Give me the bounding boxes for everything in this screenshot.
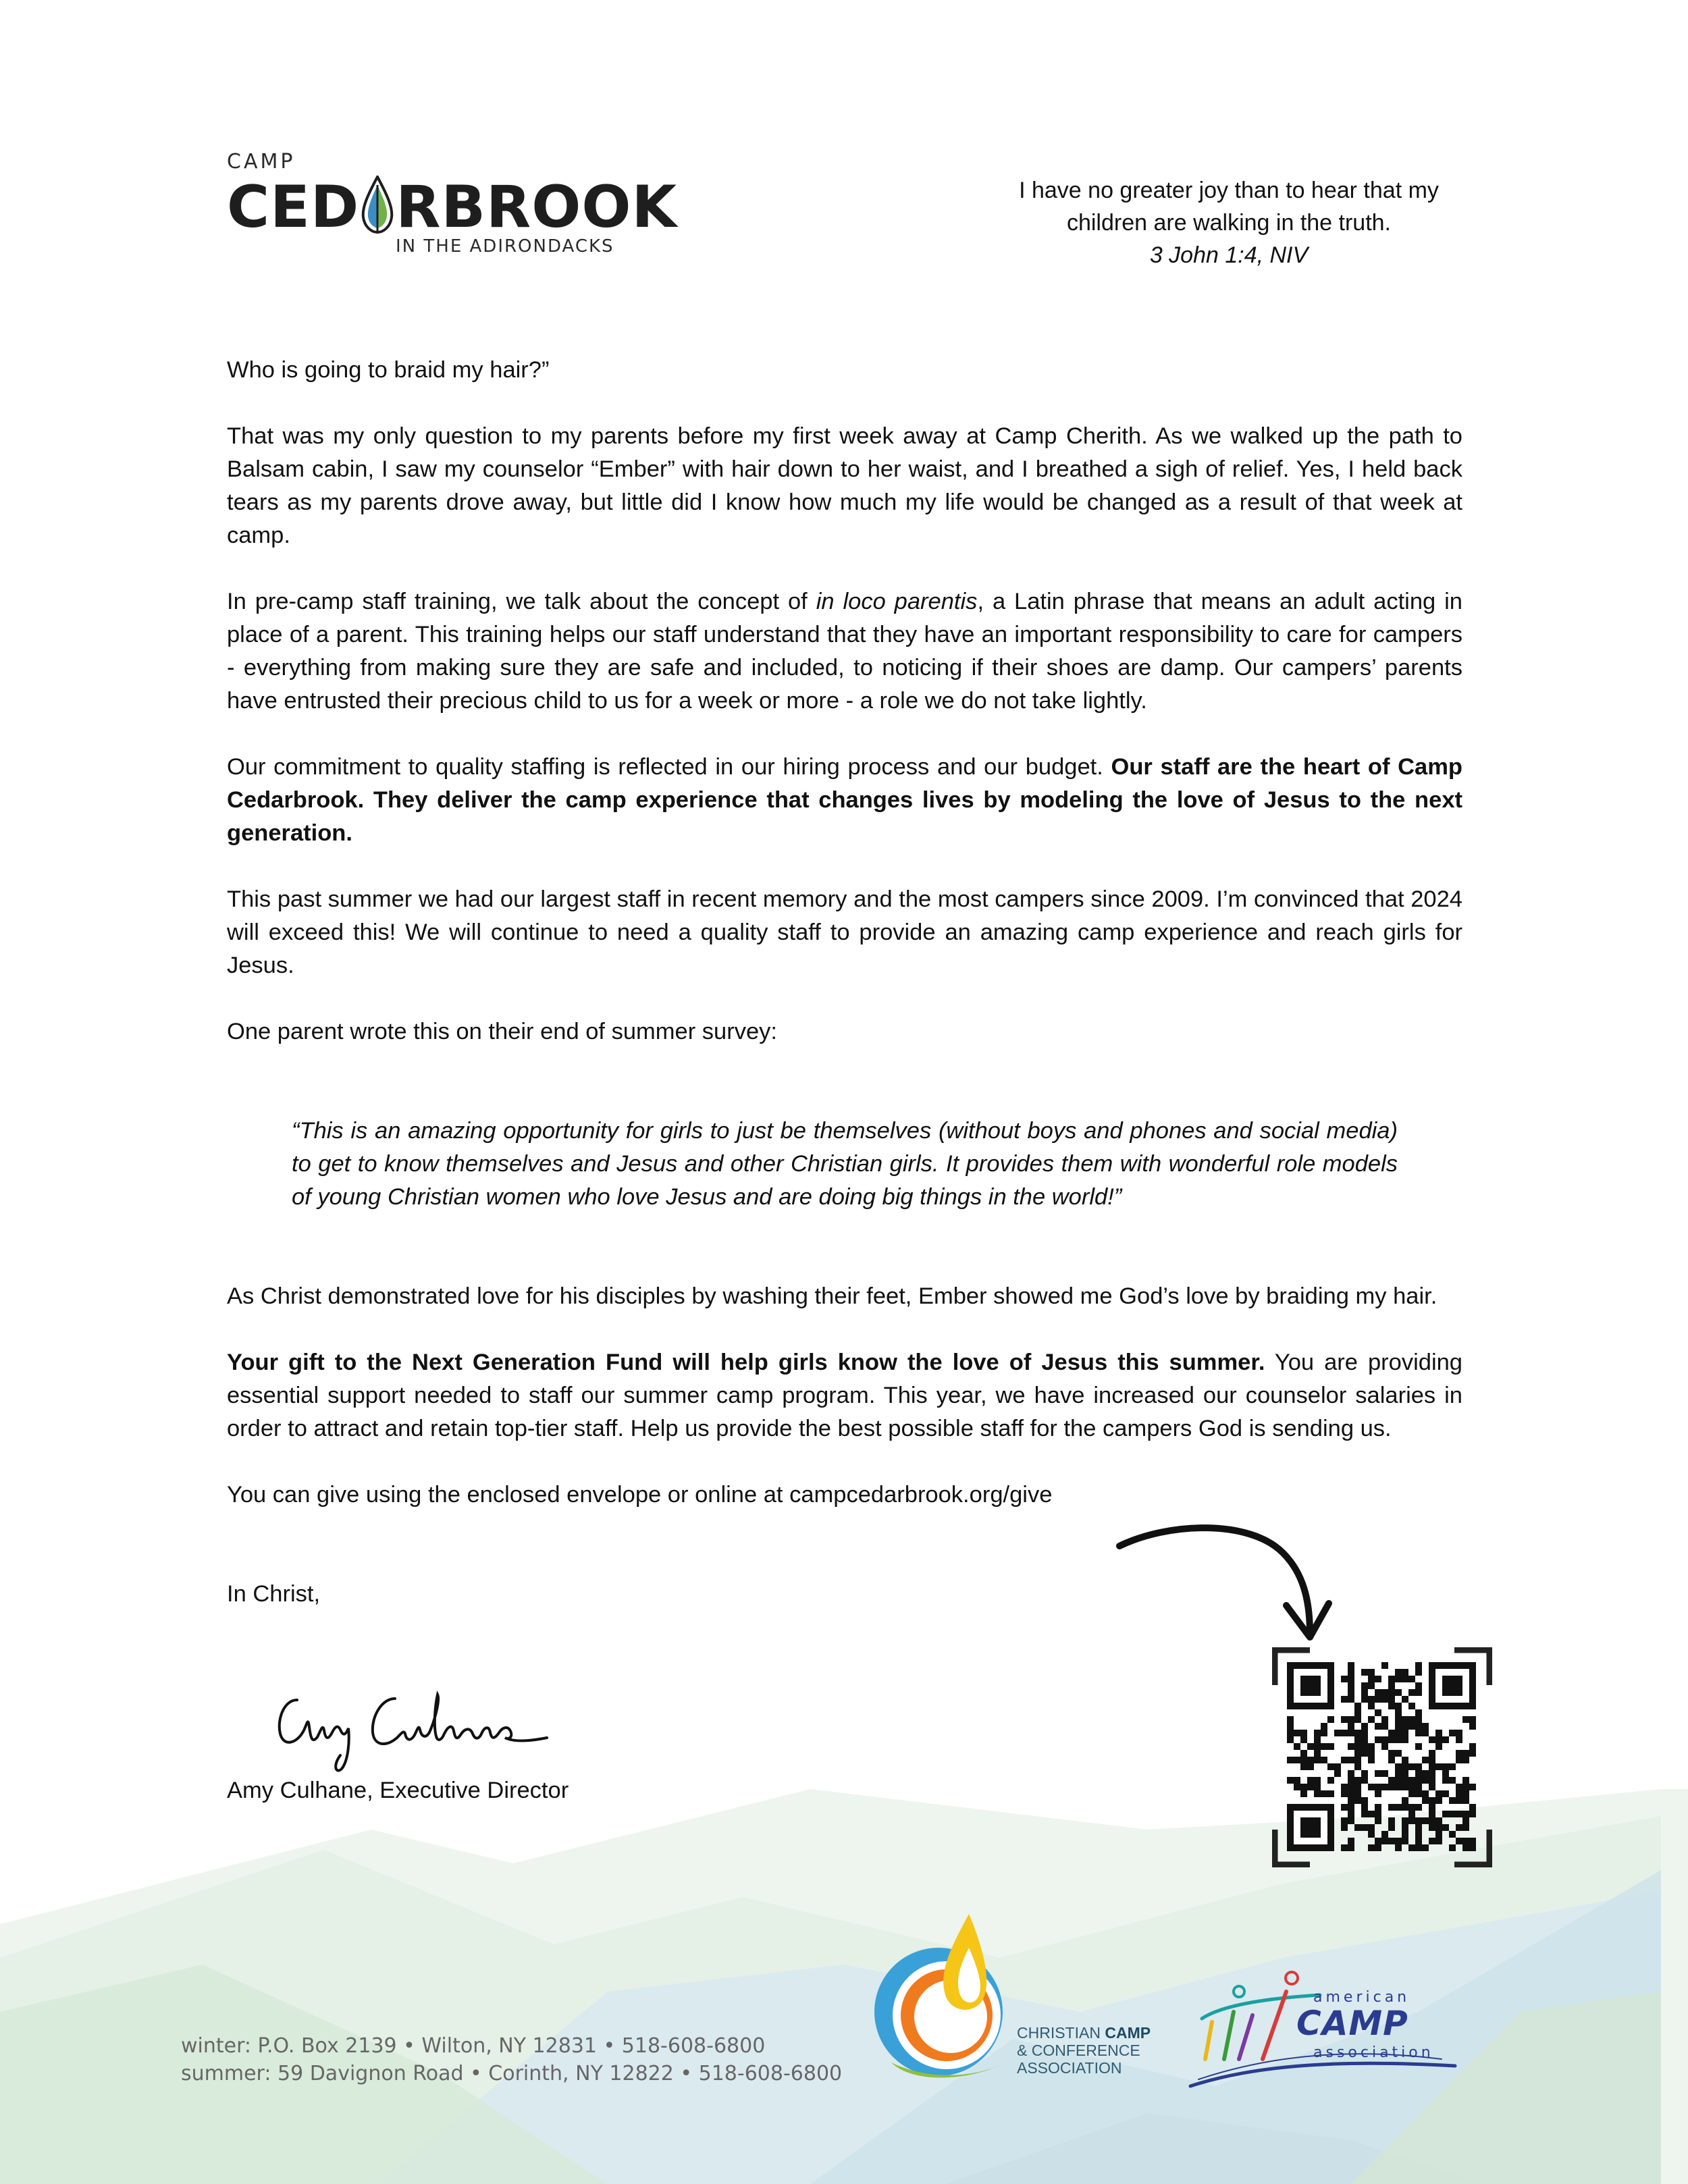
logo-camp-label: CAMP	[227, 150, 296, 174]
scripture-verse	[959, 174, 1499, 271]
paragraph-washing-feet: As Christ demonstrated love for his disciples by washing their feet, Ember showed me God’s love by braiding my hair.	[227, 1283, 1438, 1309]
verse-reference: 3 John 1:4, NIV	[1149, 242, 1309, 268]
paragraph-loco-parentis	[227, 585, 1462, 718]
text-run: CAMP	[1105, 2024, 1151, 2042]
latin-phrase: in loco parentis	[816, 589, 978, 614]
text-run: In pre-camp staff training, we talk about the concept of	[227, 589, 816, 614]
text-run: , a Latin phrase that means an adult acting in place of a parent. This training helps our staff understand that they have an important responsibility to care for campers - everything from making sure they are safe and included, to noticing if their shoes are damp. Our campers’ parents have entrusted their precious child to us for a week or more - a role we do not take lightly.	[227, 589, 1462, 714]
arrow-icon	[1114, 1519, 1337, 1647]
text-run: CHRISTIAN	[1017, 2024, 1105, 2042]
paragraph-opening-question: Who is going to braid my hair?”	[227, 357, 550, 383]
ccca-wordmark	[1017, 2024, 1151, 2077]
signer-name-title: Amy Culhane, Executive Director	[227, 1778, 569, 1803]
aca-american-label: american	[1313, 1989, 1410, 2006]
ccca-line-3: ASSOCIATION	[1017, 2059, 1122, 2077]
closing-salutation: In Christ,	[227, 1581, 321, 1607]
logo-subtitle: IN THE ADIRONDACKS	[396, 236, 614, 257]
leaf-icon	[361, 176, 394, 234]
winter-address: winter: P.O. Box 2139 • Wilton, NY 12831 • 518-608-6800	[181, 2034, 766, 2058]
text-run: Our commitment to quality staffing is reflected in our hiring process and our budget.	[227, 754, 1111, 780]
camp-cedarbrook-logo	[227, 150, 678, 257]
logo-name-part2: RBROOK	[396, 174, 678, 241]
paragraph-gift-appeal	[227, 1346, 1462, 1445]
summer-address: summer: 59 Davignon Road • Corinth, NY 12822 • 518-608-6800	[181, 2062, 843, 2085]
footer-address	[181, 2032, 842, 2087]
aca-association-label: association	[1313, 2044, 1434, 2061]
handwritten-signature	[270, 1680, 560, 1774]
ccca-line-1	[1017, 2024, 1151, 2042]
logo-name-part1: CED	[227, 174, 360, 241]
parent-quote: “This is an amazing opportunity for girls to just be themselves (without boys and phones and social media) to get to know themselves and Jesus and other Christian girls. It provides them with wonderful role models of young Christian women who love Jesus and are doing big things in the world!”	[292, 1118, 1398, 1210]
bold-statement: Our staff are the heart of Camp Cedarbrook. They deliver the camp experience that changes lives by modeling the love of Jesus to the next generation.	[227, 754, 1462, 846]
letter-body	[227, 354, 1462, 1611]
paragraph-survey-intro: One parent wrote this on their end of summer survey:	[227, 1019, 777, 1044]
paragraph-give-online: You can give using the enclosed envelope or online at campcedarbrook.org/give	[227, 1482, 1053, 1508]
verse-line-1: I have no greater joy than to hear that my	[1019, 178, 1439, 203]
paragraph-staffing-commitment	[227, 751, 1462, 850]
text-run: You are providing essential support needed to staff our summer camp program. This year, we have increased our counselor salaries in order to attract and retain top-tier staff. Help us provide the best possible staff for the campers God is sending us.	[227, 1350, 1462, 1441]
paragraph-camp-cherith: That was my only question to my parents before my first week away at Camp Cherith. As we walked up the path to Balsam cabin, I saw my counselor “Ember” with hair down to her waist, and I breathed a sigh of relief. Yes, I held back tears as my parents drove away, but little did I know how much my life would be changed as a result of that week at camp.	[227, 423, 1462, 548]
paragraph-past-summer: This past summer we had our largest staff in recent memory and the most campers since 2009. I’m convinced that 2024 will exceed this! We will continue to need a quality staff to provide an amazing camp experience and reach girls for Jesus.	[227, 886, 1462, 978]
ccca-line-2: & CONFERENCE	[1017, 2042, 1140, 2059]
verse-line-2: children are walking in the truth.	[1066, 210, 1392, 236]
bold-statement: Your gift to the Next Generation Fund will help girls know the love of Jesus this summer.	[227, 1350, 1265, 1375]
qr-code[interactable]	[1272, 1647, 1492, 1867]
logo-wordmark	[227, 174, 678, 241]
aca-camp-label: CAMP	[1296, 2004, 1408, 2043]
